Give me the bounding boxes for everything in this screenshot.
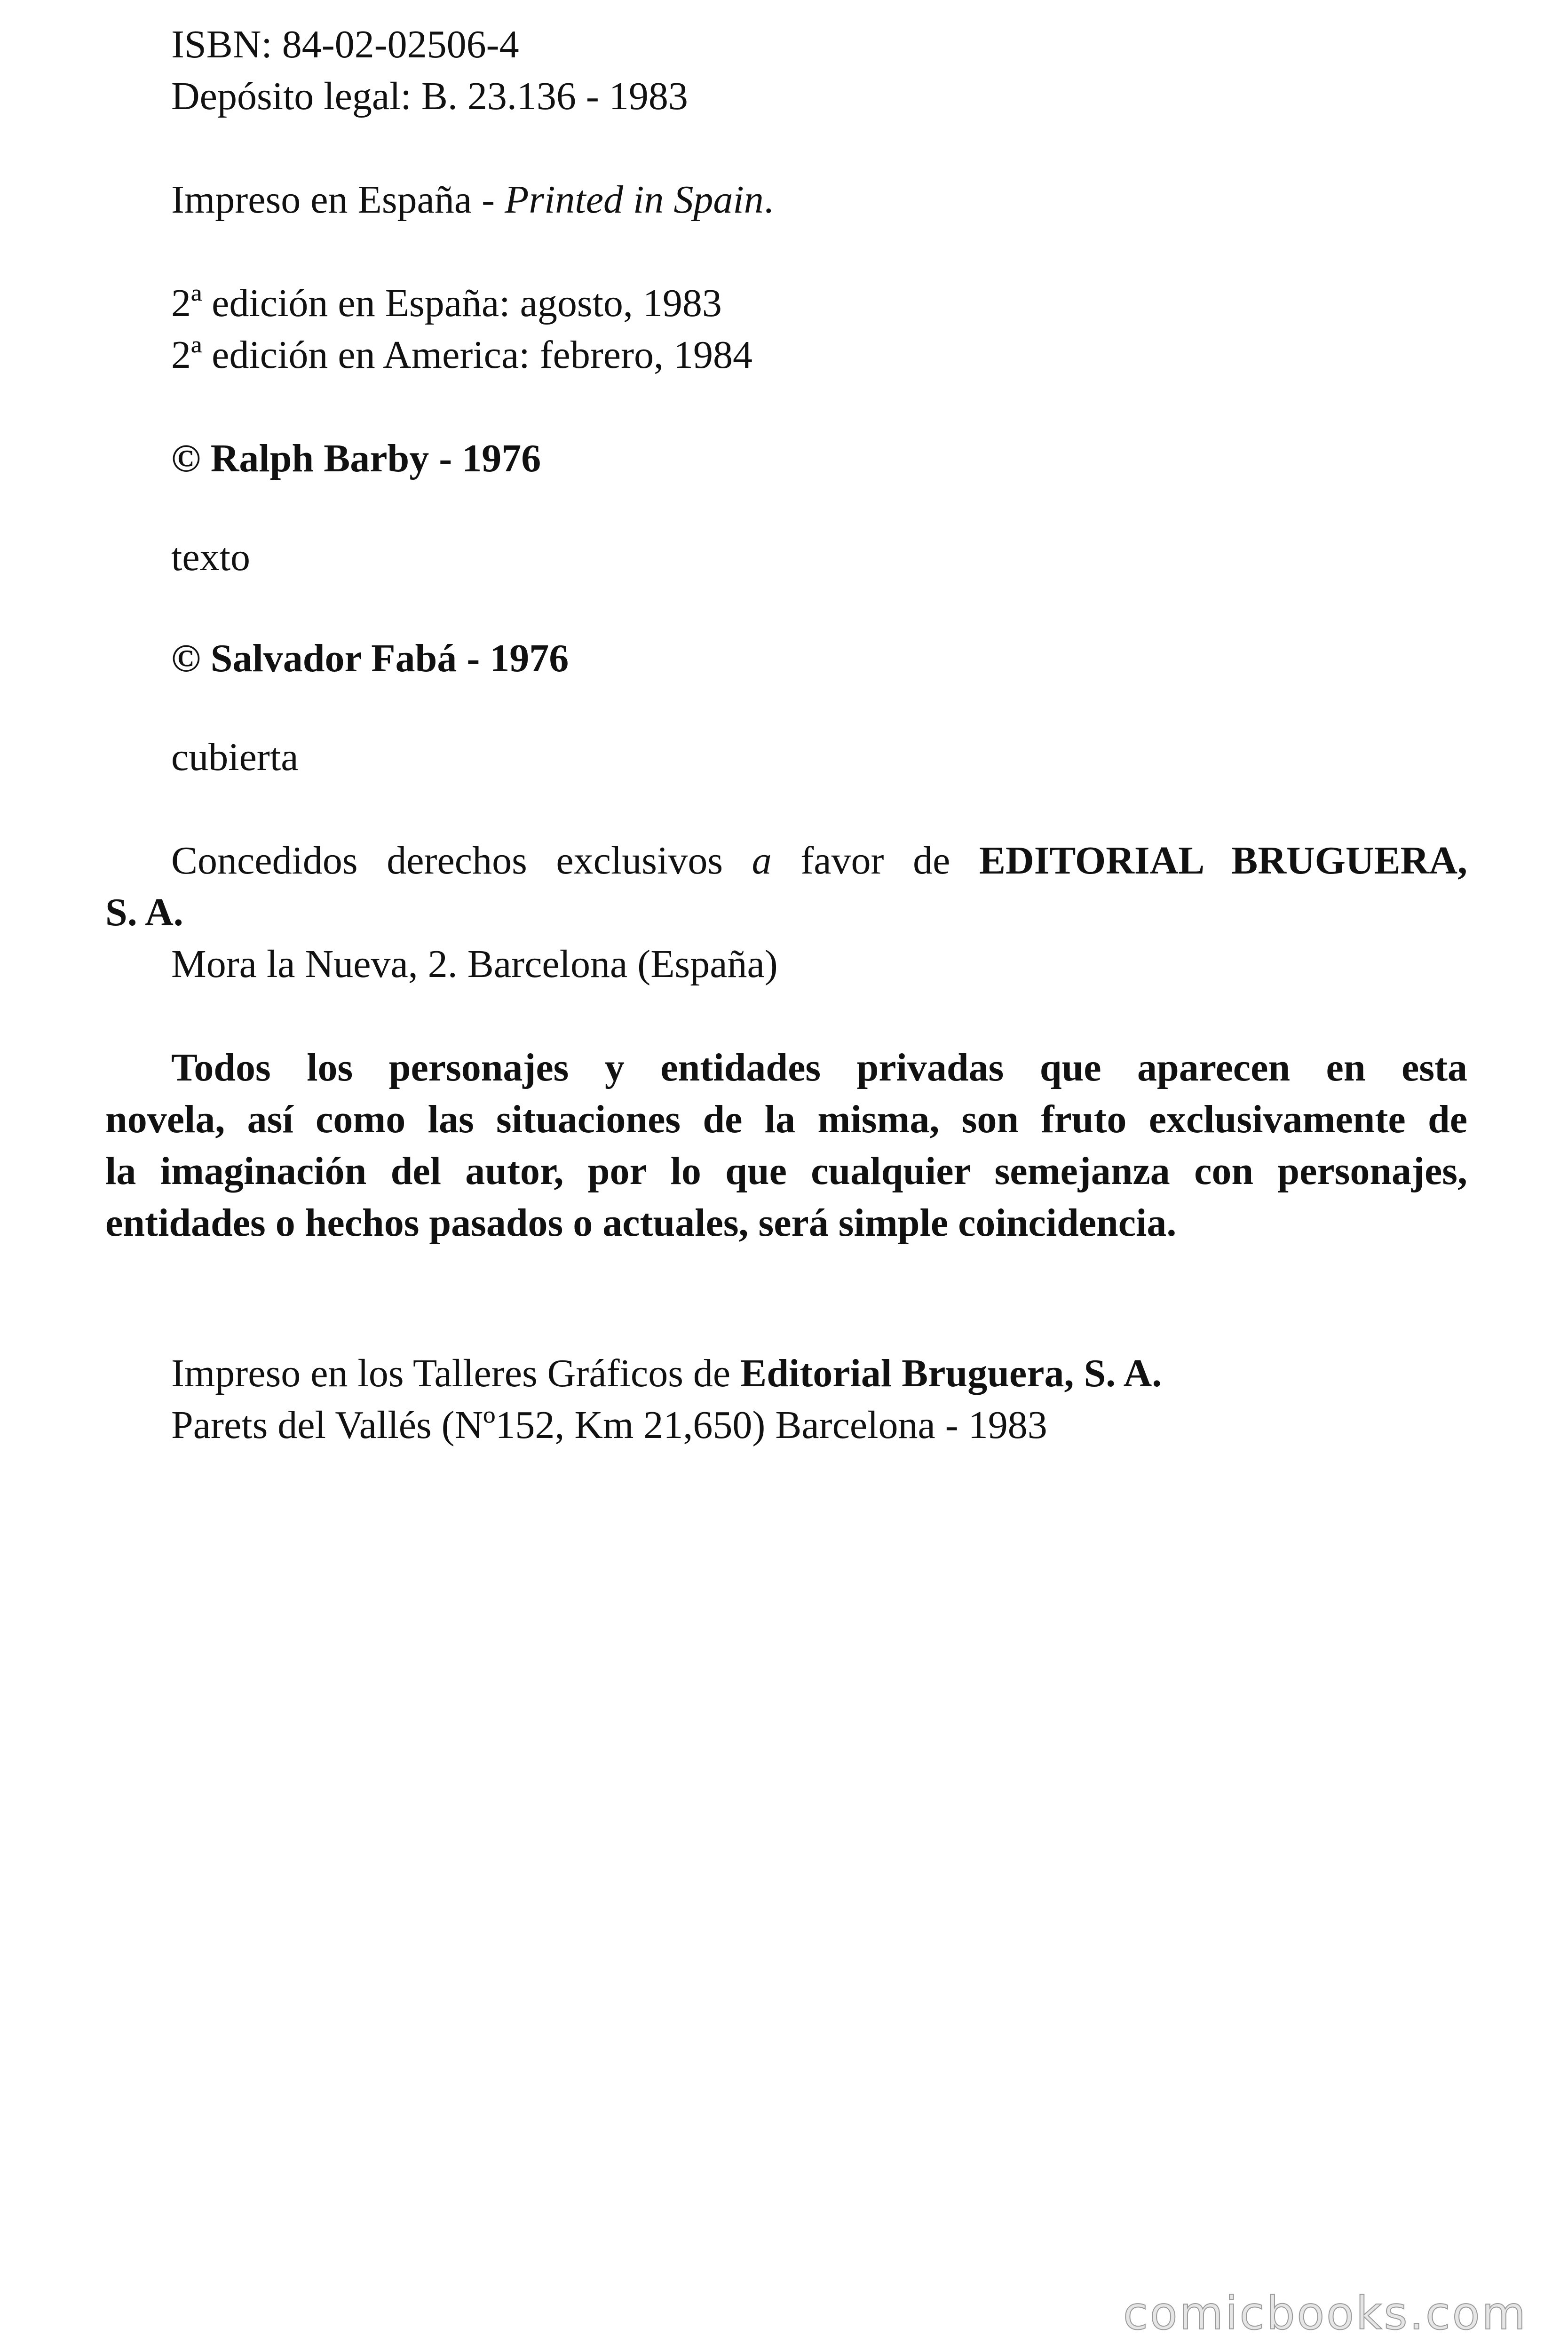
publisher-name: EDITORIAL BRUGUERA,: [979, 839, 1467, 882]
printer-line: [171, 1348, 1162, 1399]
disclaimer-line: Todos los personajes y entidades privadas que aparecen en esta: [171, 1046, 1467, 1089]
rights-line-1: [105, 835, 1467, 887]
disclaimer-line: la imaginación del autor, por lo que cualquier semejanza con personajes,: [105, 1149, 1467, 1193]
rights-text-a: Concedidos derechos exclusivos: [171, 839, 752, 882]
copyright-cover-artist: © Salvador Fabá - 1976: [171, 636, 569, 680]
edition-america-line: 2ª edición en America: febrero, 1984: [171, 333, 753, 377]
printed-in-prefix: Impreso en España -: [171, 178, 505, 222]
copyright-author: © Ralph Barby - 1976: [171, 437, 541, 480]
printed-in-line: [171, 174, 774, 226]
edition-spain-line: 2ª edición en España: agosto, 1983: [171, 281, 722, 325]
watermark-logo: comicbooks.com: [1123, 2287, 1528, 2340]
printed-in-suffix: .: [763, 178, 774, 222]
rights-paragraph: [105, 835, 1467, 938]
rights-text-b: favor de: [771, 839, 980, 882]
disclaimer-line: novela, así como las situaciones de la misma, son fruto exclusivamente de: [105, 1097, 1467, 1141]
printer-prefix: Impreso en los Talleres Gráficos de: [171, 1351, 741, 1395]
publisher-address: Mora la Nueva, 2. Barcelona (España): [171, 942, 778, 986]
deposito-legal-line: Depósito legal: B. 23.136 - 1983: [171, 74, 688, 118]
printer-address: Parets del Vallés (Nº152, Km 21,650) Barcelona - 1983: [171, 1403, 1047, 1447]
isbn-line: ISBN: 84-02-02506-4: [171, 23, 519, 66]
rights-line-2: S. A.: [105, 890, 183, 934]
label-cubierta: cubierta: [171, 735, 299, 779]
disclaimer-paragraph: [105, 1042, 1467, 1249]
printer-name: Editorial Bruguera, S. A.: [740, 1351, 1162, 1395]
printed-in-italic: Printed in Spain: [505, 178, 764, 222]
label-texto: texto: [171, 535, 250, 579]
rights-italic-a: a: [752, 839, 772, 882]
disclaimer-line: entidades o hechos pasados o actuales, será simple coincidencia.: [105, 1201, 1177, 1245]
